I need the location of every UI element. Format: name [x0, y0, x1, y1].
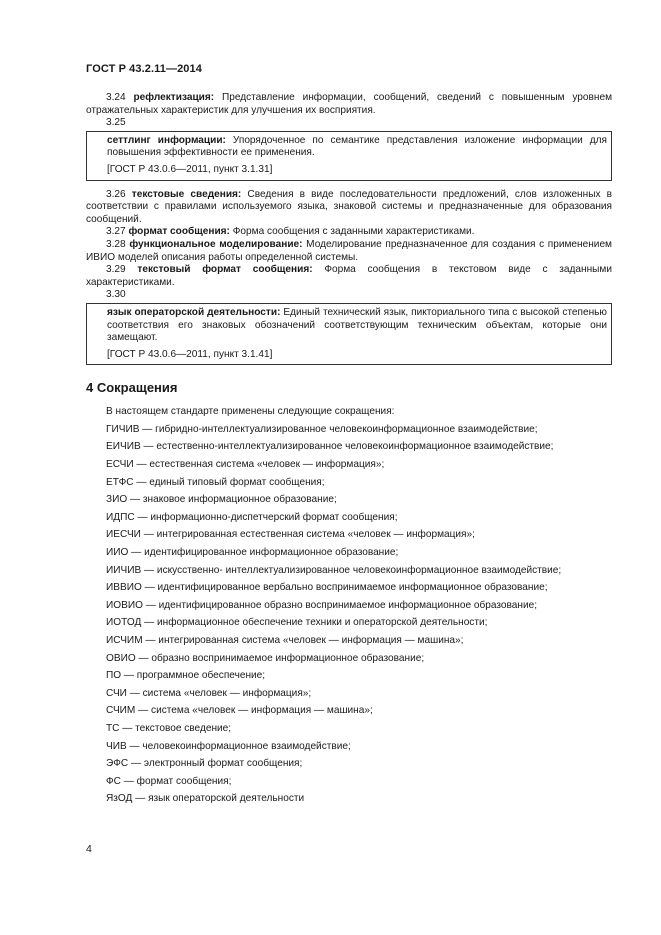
abbreviation-item: СЧИМ — система «человек — информация — машина»; — [106, 705, 373, 717]
abbreviation-item: ИОТОД — информационное обеспечение техники и операторской деятельности; — [106, 617, 488, 629]
abbreviation-item: ЯзОД — язык операторской деятельности — [106, 793, 305, 805]
document-body — [86, 92, 612, 808]
term-name: текстовый формат сообщения: — [137, 264, 313, 276]
abbreviations-list — [86, 421, 612, 808]
term-3-25-number: 3.25 — [106, 117, 126, 129]
abbreviation-item: ИДПС — информационно-диспетчерский формат сообщения; — [106, 511, 398, 523]
term-name: функциональное моделирование: — [129, 238, 303, 250]
term-3-30-box — [86, 303, 612, 365]
term-definition: Моделирование предназначенное для создания с применением ИВИО моделей описания работы определенной системы. — [86, 238, 612, 263]
term-name: рефлектизация: — [133, 92, 215, 103]
term-3-30 — [107, 307, 607, 345]
abbreviation-item: ИСЧИМ — интегрированная система «человек — информация — машина»; — [106, 635, 464, 646]
term-definition: Упорядоченное по семантике представления изложение информации для повышения эффективности ее применения. — [107, 134, 607, 159]
term-name: сеттлинг информации: — [107, 134, 226, 146]
term-definition: Единый технический язык, пикториального типа с высокой степенью соответствия его знаковых обозначений соответствующим техническим объектам, которые они замещают. — [107, 306, 607, 344]
page-number: 4 — [86, 843, 92, 855]
term-name: язык операторской деятельности: — [107, 306, 281, 318]
term-number: 3.27 — [106, 226, 126, 238]
abbreviation-item: ЭФС — электронный формат сообщения; — [106, 758, 303, 770]
term-3-29 — [86, 264, 612, 289]
term-definition: Форма сообщения с заданными характеристиками. — [232, 226, 475, 238]
abbreviation-item: ПО — программное обеспечение; — [106, 670, 266, 682]
abbreviation-item: ИВВИО — идентифицированное вербально воспринимаемое информационное образование; — [106, 582, 548, 594]
term-number: 3.24 — [106, 92, 126, 103]
term-3-28 — [86, 239, 612, 264]
term-number: 3.26 — [106, 188, 126, 200]
term-3-24 — [86, 92, 612, 117]
term-definition: Представление информации, сообщений, сведений с повышенным уровнем отражательных характеристик для улучшения их восприятия. — [86, 92, 613, 116]
document-header: ГОСТ Р 43.2.11—2014 — [86, 63, 202, 75]
spacer — [86, 181, 612, 189]
abbreviation-item: СЧИ — система «человек — информация»; — [106, 687, 312, 699]
abbreviation-item: ЕИЧИВ — естественно-интеллектуализированное человекоинформационное взаимодействие; — [106, 441, 554, 453]
abbreviation-item: ТС — текстовое сведение; — [106, 722, 232, 734]
term-reference: [ГОСТ Р 43.0.6—2011, пункт 3.1.31] — [107, 163, 273, 175]
abbreviation-item: ИИО — идентифицированное информационное образование; — [106, 547, 399, 559]
abbreviation-item: ЕТФС — единый типовый формат сообщения; — [106, 476, 325, 488]
abbreviation-item: ФС — формат сообщения; — [106, 775, 232, 787]
abbreviation-item: ГИЧИВ — гибридно-интеллектуализированное человекоинформационное взаимодействие; — [106, 423, 538, 435]
term-definition: Сведения в виде последовательности предложений, слов изложенных в соответствии с правилами используемого языка, знаковой системы и предназначенные для образования сообщений. — [86, 188, 612, 225]
abbreviation-item: ЕСЧИ — естественная система «человек — информация»; — [106, 459, 385, 471]
abbreviation-item: ЧИВ — человекоинформационное взаимодействие; — [106, 740, 351, 752]
term-name: текстовые сведения: — [131, 188, 242, 200]
abbreviation-item: ИОВИО — идентифицированное образно воспринимаемое информационное образование; — [106, 599, 538, 611]
abbreviation-item: ИИЧИВ — искусственно- интеллектуализированное человекоинформационное взаимодействие; — [106, 564, 562, 576]
term-3-25-box — [86, 131, 612, 181]
section-intro: В настоящем стандарте применены следующие сокращения: — [106, 406, 395, 418]
term-3-25 — [107, 135, 607, 160]
term-definition: Форма сообщения в текстовом виде с заданными характеристиками. — [86, 264, 613, 288]
term-number: 3.29 — [106, 264, 126, 276]
term-3-30-number: 3.30 — [106, 289, 126, 301]
term-name: формат сообщения: — [128, 226, 230, 238]
term-number: 3.28 — [106, 238, 126, 250]
term-3-27 — [86, 226, 612, 239]
section-heading: 4 Сокращения — [86, 380, 178, 396]
term-reference: [ГОСТ Р 43.0.6—2011, пункт 3.1.41] — [107, 348, 273, 360]
abbreviation-item: ИЕСЧИ — интегрированная естественная система «человек — информация»; — [106, 529, 475, 541]
abbreviation-item: ЗИО — знаковое информационное образование; — [106, 494, 337, 506]
term-3-26 — [86, 189, 612, 227]
abbreviation-item: ОВИО — образно воспринимаемое информационное образование; — [106, 652, 425, 664]
